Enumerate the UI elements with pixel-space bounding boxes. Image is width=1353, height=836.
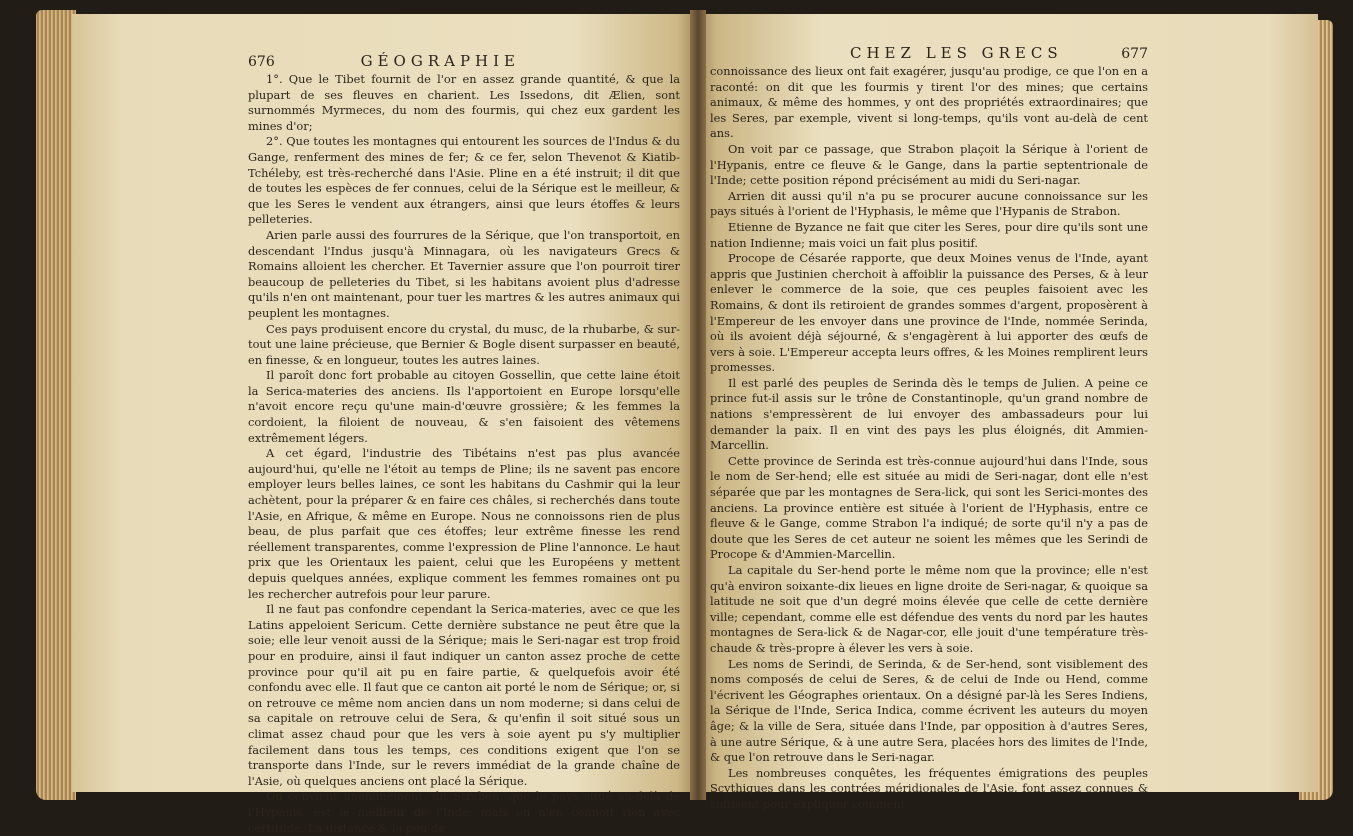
right-page-body: [710, 64, 1148, 813]
right-paragraph: Les nombreuses conquêtes, les fréquentes émigrations des peuples Scythiques dans les contrées méridionales de l'Asie, font assez connues & suffisent pour expliquer comment: [710, 765, 1148, 811]
left-running-head: GÉOGRAPHIE: [360, 52, 520, 70]
right-paragraph: La capitale du Ser-hend porte le même nom que la province; elle n'est qu'à environ soixante-dix lieues en ligne droite de Seri-nagar, & quoique sa latitude ne soit que d'un degré moins élevée que celle de cette dernière ville; cependant, comme elle est défendue des vents du nord par les hautes montagnes de Sera-lick & de Nagar-cor, elle jouit d'une température très-chaude & très-propre à élever les vers à soie.: [710, 563, 1148, 655]
right-running-head: CHEZ LES GRECS: [850, 44, 1063, 62]
right-paragraph: Il est parlé des peuples de Serinda dès le temps de Julien. A peine ce prince fut-il assis sur le trône de Constantinople, qu'un grand nombre de nations s'empressèrent de lui envoyer des ambassadeurs pour lui demander la paix. Il en vint des pays les plus éloignés, dit Ammien-Marcellin.: [710, 375, 1148, 453]
left-paragraph: Il paroît donc fort probable au citoyen Gossellin, que cette laine étoit la Serica-materies des anciens. Ils l'apportoient en Europe lorsqu'elle n'avoit encore reçu qu'une main-d'œuvre grossière; & les femmes la cordoient, la filoient de nouveau, & s'en faisoient des vêtemens extrêmement légers.: [248, 368, 680, 445]
right-paragraph: Arrien dit aussi qu'il n'a pu se procurer aucune connoissance sur les pays situés à l'orient de l'Hyphasis, le même que l'Hypanis de Strabon.: [710, 188, 1148, 219]
right-page: [698, 14, 1318, 811]
left-paragraph: On convient unanimement, dit Strabon, que le pays situé au-delà de l'Hypanis, est le meilleur de l'Inde; mais on n'en connoît rien avec certitude. La distance & le peu de: [248, 789, 680, 835]
right-page-number: 677: [1121, 46, 1148, 62]
left-paragraph: Ces pays produisent encore du crystal, du musc, de la rhubarbe, & sur-tout une laine précieuse, que Bernier & Bogle disent surpasser en beauté, en finesse, & en longueur, toutes les autres laines.: [248, 321, 680, 367]
right-paragraph: Les noms de Serindi, de Serinda, & de Ser-hend, sont visiblement des noms composés de celui de Seres, & de celui de Inde ou Hend, comme l'écrivent les Géographes orientaux. On a désigné par-là les Seres Indiens, la Sérique de l'Inde, Serica Indica, comme écrivent les auteurs du moyen âge; & la ville de Sera, située dans l'Inde, par opposition à d'autres Seres, à une autre Sérique, & à une autre Sera, placées hors des limites de l'Inde, & que l'on retrouve dans le Seri-nagar.: [710, 656, 1148, 765]
right-paragraph: Etienne de Byzance ne fait que citer les Seres, pour dire qu'ils sont une nation Indienne; mais voici un fait plus positif.: [710, 219, 1148, 250]
book-gutter: [690, 10, 706, 800]
right-page-header: [710, 44, 1148, 62]
left-paragraph: A cet égard, l'industrie des Tibétains n'est pas plus avancée aujourd'hui, qu'elle ne l'étoit au temps de Pline; ils ne savent pas encore employer leurs belles laines, ce sont les habitans du Cashmir qui la leur achètent, pour la préparer & en faire ces châles, si recherchés dans toute l'Asie, en Afrique, & même en Europe. Nous ne connoissons rien de plus beau, de plus parfait que ces étoffes; leur extrême finesse les rend réellement transparentes, comme l'expression de Pline l'annonce. Le haut prix que les Orientaux les paient, celui que les Européens y mettent depuis quelques années, explique comment les femmes romaines ont pu les rechercher autrefois pour leur parure.: [248, 446, 680, 601]
right-paragraph: Cette province de Serinda est très-connue aujourd'hui dans l'Inde, sous le nom de Ser-hend; elle est située au midi de Seri-nagar, dont elle n'est séparée que par les montagnes de Sera-lick, qui sont les Serici-montes des anciens. La province entière est située à l'orient de l'Hyphasis, entre ce fleuve & le Gange, comme Strabon l'a indiqué; de sorte qu'il n'y a pas de doute que les Seres de cet auteur ne soient les mêmes que les Serindi de Procope & d'Ammien-Marcellin.: [710, 453, 1148, 562]
left-page: [72, 14, 696, 835]
left-page-body: [248, 72, 680, 836]
left-paragraph: Arien parle aussi des fourrures de la Sérique, que l'on transportoit, en descendant l'Indus jusqu'à Minnagara, où les navigateurs Grecs & Romains alloient les chercher. Et Tavernier assure que l'on pourroit tirer beaucoup de pelleteries du Tibet, si les habitans avoient plus d'adresse qu'ils n'en ont maintenant, pour tuer les martres & les autres animaux qui peuplent les montagnes.: [248, 227, 680, 320]
left-paragraph: 2°. Que toutes les montagnes qui entourent les sources de l'Indus & du Gange, renferment des mines de fer; & ce fer, selon Thevenot & Kiatib-Tchéleby, est très-recherché dans l'Asie. Pline en a été instruit; il dit que de toutes les espèces de fer connues, celui de la Sérique est le meilleur, & que les Seres le vendent aux étrangers, ainsi que leurs étoffes & leurs pelleteries.: [248, 134, 680, 227]
right-paragraph: connoissance des lieux ont fait exagérer, jusqu'au prodige, ce que l'on en a raconté: on dit que les fourmis y tirent l'or des mines; que certains animaux, & même des hommes, y ont des propriétés extraordinaires; que les Seres, par exemple, vivent si long-temps, qu'ils vont au-delà de cent ans.: [710, 64, 1148, 141]
book-edge-left: [36, 10, 76, 800]
left-paragraph: Il ne faut pas confondre cependant la Serica-materies, avec ce que les Latins appeloient Sericum. Cette dernière substance ne peut être que la soie; elle leur venoit aussi de la Sérique; mais le Seri-nagar est trop froid pour en produire, ainsi il faut indiquer un canton assez proche de cette province pour qu'il ait pu en faire partie, & quelquefois avoir été confondu avec elle. Il faut que ce canton ait porté le nom de Sérique; or, si on retrouve ce même nom ancien dans un nom moderne; si dans celui de sa capitale on retrouve celui de Sera, & qu'enfin il soit situé sous un climat assez chaud pour que les vers à soie ayent pu s'y multiplier facilement dans tous les temps, ces conditions exigent que l'on se transporte dans l'Inde, sur le revers immédiat de la grande chaîne de l'Asie, où quelques anciens ont placé la Sérique.: [248, 602, 680, 788]
left-page-header: [248, 52, 680, 70]
left-paragraph: 1°. Que le Tibet fournit de l'or en assez grande quantité, & que la plupart de ses fleuves en charient. Les Issedons, dit Ælien, sont surnommés Myrmeces, du nom des fourmis, qui chez eux gardent les mines d'or;: [248, 72, 680, 133]
right-paragraph: Procope de Césarée rapporte, que deux Moines venus de l'Inde, ayant appris que Justinien cherchoit à affoiblir la puissance des Perses, & à leur enlever le commerce de la soie, que ces peuples faisoient avec les Romains, & dont ils retiroient de grandes sommes d'argent, proposèrent à l'Empereur de les envoyer dans une province de l'Inde, nommée Serinda, où ils avoient déjà séjourné, & s'engagèrent à lui apporter des œufs de vers à soie. L'Empereur accepta leurs offres, & les Moines remplirent leurs promesses.: [710, 251, 1148, 375]
right-paragraph: On voit par ce passage, que Strabon plaçoit la Sérique à l'orient de l'Hypanis, entre ce fleuve & le Gange, dans la partie septentrionale de l'Inde; cette position répond précisément au midi du Seri-nagar.: [710, 141, 1148, 188]
left-page-number: 676: [248, 54, 275, 70]
